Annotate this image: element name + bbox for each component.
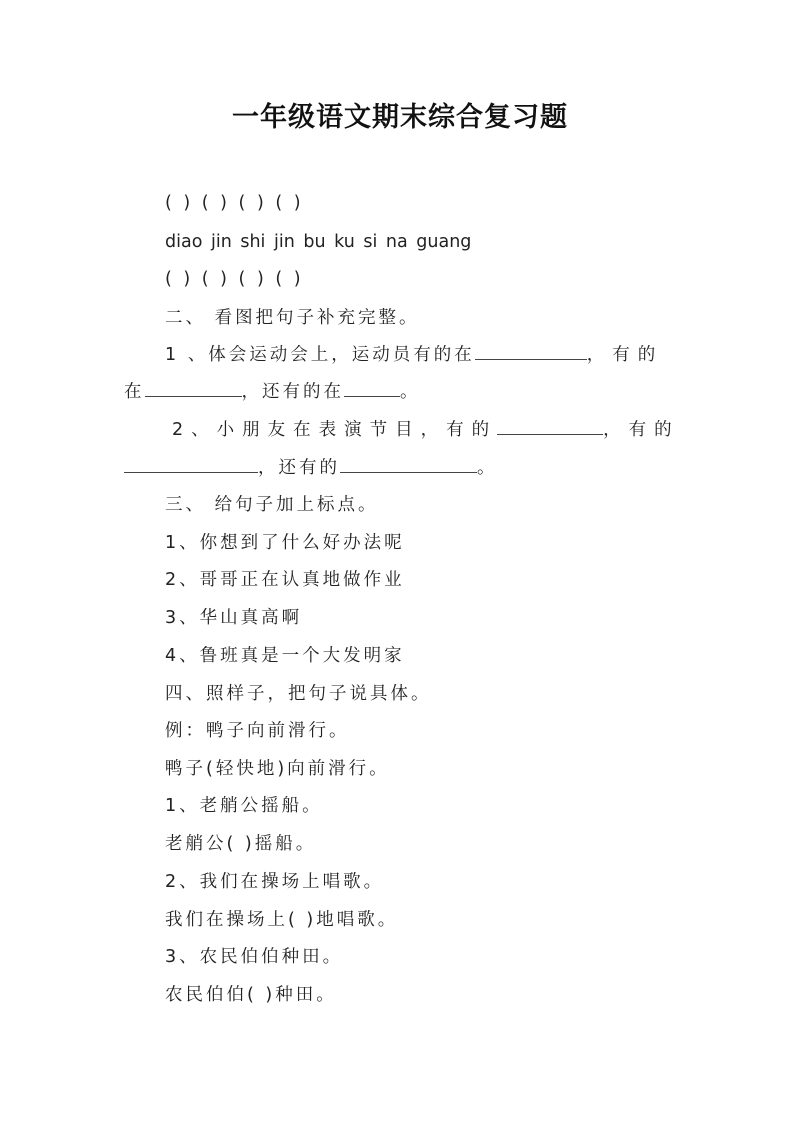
question-2-2-text-d: 。 [477,458,498,478]
answer-blank[interactable] [344,378,400,397]
bracket-row-1: ( ) ( ) ( ) ( ) [165,193,304,213]
question-3-1: 1、你想到了什么好办法呢 [165,533,405,553]
question-4-2-fill: 我们在操场上( )地唱歌。 [165,910,399,930]
question-3-3: 3、华山真高啊 [165,608,303,628]
question-4-2: 2、我们在操场上唱歌。 [165,872,385,892]
question-4-1-fill: 老艄公( )摇船。 [165,834,317,854]
question-2-2-text-b: ，有的 [603,420,680,440]
example-expanded: 鸭子(轻快地)向前滑行。 [165,759,390,779]
question-2-1-text-c: 在 [124,382,145,402]
answer-blank[interactable] [475,341,587,360]
question-3-4: 4、鲁班真是一个大发明家 [165,646,405,666]
question-2-2-line-2 [124,454,498,482]
question-2-1-line-2 [124,378,421,406]
question-2-1-text-a: 1 、体会运动会上，运动员有的在 [165,345,475,365]
question-2-2-line-1 [172,416,680,444]
bracket-row-2: ( ) ( ) ( ) ( ) [165,269,304,289]
section-3-heading: 三、 给句子加上标点。 [165,495,379,515]
question-4-3: 3、农民伯伯种田。 [165,947,344,967]
section-4-heading: 四、照样子，把句子说具体。 [165,684,432,704]
answer-blank[interactable] [340,454,477,473]
answer-blank[interactable] [145,378,242,397]
pinyin-row: diao jin shi jin bu ku si na guang [165,232,472,252]
question-4-3-fill: 农民伯伯( )种田。 [165,985,337,1005]
question-2-1-line-1 [165,341,663,369]
answer-blank[interactable] [497,416,603,435]
section-2-heading: 二、 看图把句子补充完整。 [165,308,420,328]
example-plain: 例：鸭子向前滑行。 [165,721,350,741]
question-2-1-text-d: ，还有的在 [241,382,344,402]
question-2-1-text-e: 。 [400,382,421,402]
question-2-2-text-c: ，还有的 [258,458,340,478]
question-2-2-text-a: 2、小朋友在表演节目，有的 [172,420,498,440]
question-4-1: 1、老艄公摇船。 [165,796,323,816]
question-2-1-text-b: ，有的 [586,345,664,365]
document-title: 一年级语文期末综合复习题 [232,102,568,133]
question-3-2: 2、哥哥正在认真地做作业 [165,570,405,590]
answer-blank[interactable] [124,454,258,473]
